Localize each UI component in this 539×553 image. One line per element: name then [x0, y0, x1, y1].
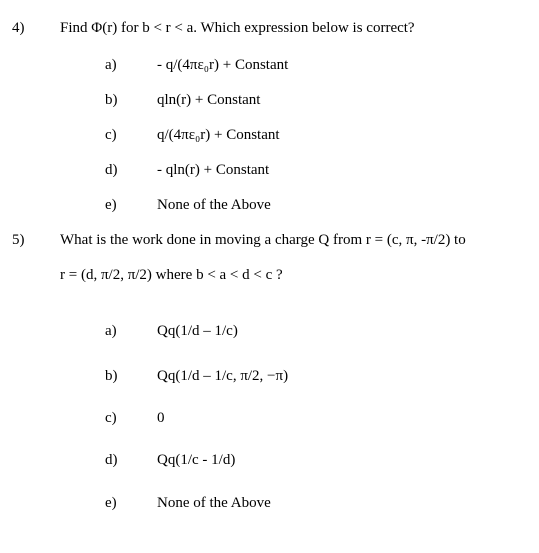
option-text: Qq(1/c - 1/d) [157, 452, 236, 468]
question-prompt-line: What is the work done in moving a charge Q from r = (c, π, -π/2) to [60, 232, 466, 248]
option-text: q/(4πε₀r) + Constant [157, 127, 280, 143]
option-text: - qln(r) + Constant [157, 162, 270, 178]
option-text: - q/(4πε₀r) + Constant [157, 57, 289, 73]
option-label: c) [105, 410, 117, 426]
option-label: a) [105, 57, 117, 73]
option-text: qln(r) + Constant [157, 92, 261, 108]
option-label: d) [105, 452, 118, 468]
option-label: e) [105, 197, 117, 213]
question-prompt-line: r = (d, π/2, π/2) where b < a < d < c ? [60, 267, 283, 283]
option-label: c) [105, 127, 117, 143]
option-label: b) [105, 368, 118, 384]
option-text: None of the Above [157, 495, 271, 511]
question-number: 4) [12, 20, 25, 36]
option-label: e) [105, 495, 117, 511]
option-text: 0 [157, 410, 165, 426]
option-label: a) [105, 323, 117, 339]
option-text: Qq(1/d – 1/c) [157, 323, 238, 339]
option-label: d) [105, 162, 118, 178]
option-label: b) [105, 92, 118, 108]
question-prompt-line: Find Φ(r) for b < r < a. Which expression below is correct? [60, 20, 415, 36]
option-text: None of the Above [157, 197, 271, 213]
question-number: 5) [12, 232, 25, 248]
option-text: Qq(1/d – 1/c, π/2, −π) [157, 368, 289, 384]
